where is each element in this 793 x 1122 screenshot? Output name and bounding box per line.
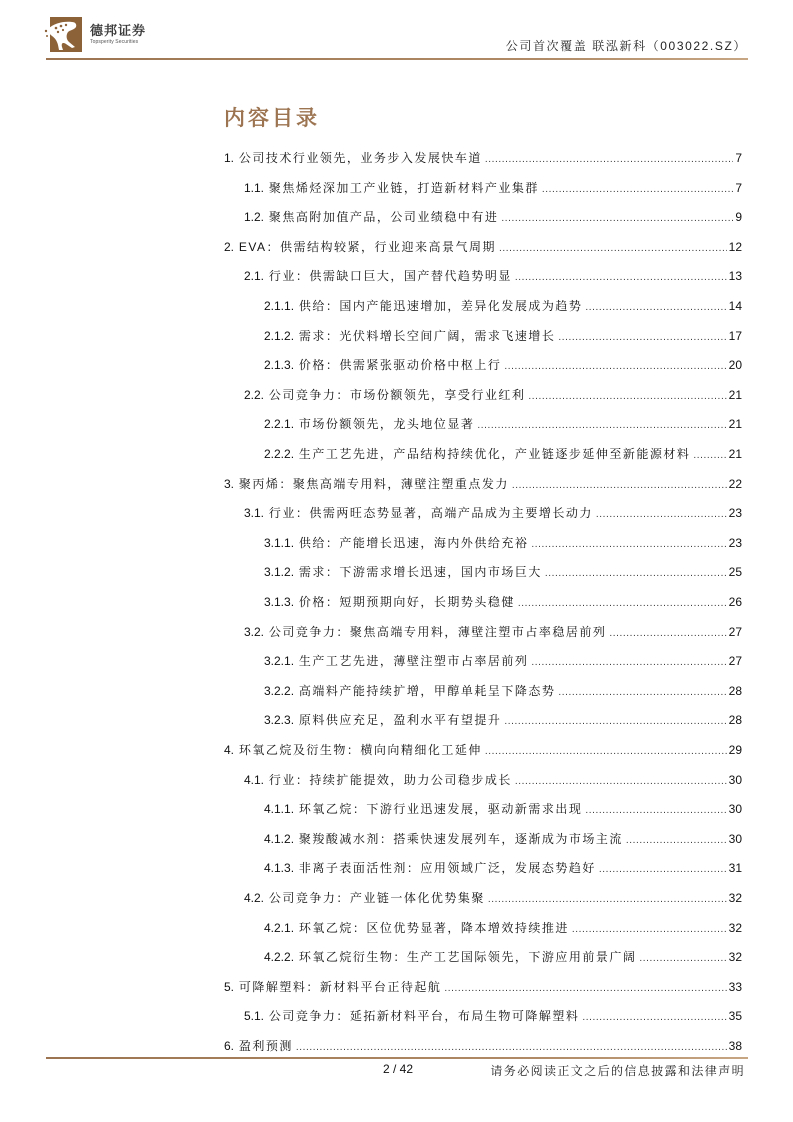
toc-entry-text: 需求：下游需求增长迅速，国内市场巨大 bbox=[298, 565, 542, 580]
dot-leader bbox=[504, 712, 726, 732]
toc-entry-page: 38 bbox=[728, 1039, 742, 1053]
toc-entry-text: 公司竞争力：市场份额领先，享受行业红利 bbox=[268, 387, 526, 402]
toc-entry-page: 12 bbox=[728, 239, 742, 254]
toc-entry-text: 公司技术行业领先，业务步入发展快车道 bbox=[238, 151, 482, 165]
toc-entry[interactable] bbox=[244, 385, 742, 405]
toc-entry-text: 价格：供需紧张驱动价格中枢上行 bbox=[298, 358, 502, 373]
toc-entry-label bbox=[264, 799, 582, 819]
dot-leader bbox=[488, 890, 727, 910]
toc-entry-number: 4.2. bbox=[244, 891, 265, 905]
toc-entry-text: 供给：产能增长迅速，海内外供给充裕 bbox=[298, 535, 529, 550]
dot-leader bbox=[515, 772, 727, 792]
toc-entry-number: 4. bbox=[224, 743, 235, 757]
toc-entry-text: 环氧乙烷：下游行业迅速发展，驱动新需求出现 bbox=[298, 802, 583, 817]
toc-entry-text: 公司竞争力：聚焦高端专用料，薄壁注塑市占率稳居前列 bbox=[268, 624, 607, 639]
toc-entry-label bbox=[224, 977, 441, 997]
dot-leader bbox=[558, 683, 726, 703]
toc-entry-label bbox=[244, 207, 498, 227]
toc-entry[interactable] bbox=[224, 740, 742, 760]
toc-entry-number: 2.2.2. bbox=[264, 447, 295, 461]
toc-entry-label bbox=[244, 770, 512, 790]
toc-entry-text: 公司竞争力：产业链一体化优势集聚 bbox=[268, 891, 485, 905]
toc-entry[interactable] bbox=[264, 296, 742, 316]
toc-entry-number: 5.1. bbox=[244, 1009, 265, 1024]
toc-entry-number: 1.2. bbox=[244, 210, 265, 225]
dot-leader bbox=[599, 860, 727, 880]
toc-entry[interactable] bbox=[224, 977, 742, 997]
toc-entry-number: 2. bbox=[224, 239, 235, 254]
toc-entry-number: 2.2. bbox=[244, 387, 265, 402]
header-divider bbox=[46, 58, 748, 60]
dot-leader bbox=[444, 979, 726, 999]
toc-entry-label bbox=[224, 1036, 293, 1056]
toc-entry[interactable] bbox=[264, 326, 742, 346]
dot-leader bbox=[582, 1008, 726, 1028]
toc-entry-text: 可降解塑料：新材料平台正待起航 bbox=[238, 979, 442, 994]
toc-entry-label bbox=[264, 858, 596, 878]
dot-leader bbox=[485, 742, 727, 762]
toc-entry-number: 4.2.2. bbox=[264, 950, 295, 965]
toc-entry-page: 30 bbox=[728, 831, 742, 846]
toc-entry-page: 28 bbox=[728, 683, 742, 698]
toc-entry[interactable] bbox=[244, 503, 742, 523]
toc-entry[interactable] bbox=[264, 710, 742, 730]
toc-entry[interactable] bbox=[224, 148, 742, 168]
footer-divider bbox=[46, 1057, 748, 1059]
legal-disclaimer: 请务必阅读正文之后的信息披露和法律声明 bbox=[490, 1064, 745, 1078]
toc-entry[interactable] bbox=[264, 829, 742, 849]
toc-entry[interactable] bbox=[244, 266, 742, 286]
toc-entry[interactable] bbox=[224, 1036, 742, 1056]
toc-entry-number: 4.1.3. bbox=[264, 861, 295, 876]
toc-entry-page: 32 bbox=[728, 891, 742, 905]
dot-leader bbox=[515, 268, 727, 288]
dot-leader bbox=[558, 328, 726, 348]
dot-leader bbox=[545, 564, 727, 584]
toc-entry-number: 2.1. bbox=[244, 269, 265, 284]
toc-entry-text: 盈利预测 bbox=[238, 1039, 293, 1053]
toc-entry-page: 17 bbox=[728, 328, 742, 343]
toc-entry-number: 3.1. bbox=[244, 506, 265, 521]
toc-entry-page: 30 bbox=[728, 772, 742, 787]
dot-leader bbox=[639, 949, 726, 969]
toc-entry[interactable] bbox=[264, 562, 742, 582]
toc-entry-text: 生产工艺先进，薄壁注塑市占率居前列 bbox=[298, 654, 529, 669]
toc-entry-page: 21 bbox=[728, 447, 742, 461]
toc-entry[interactable] bbox=[264, 533, 742, 553]
toc-entry-number: 3.1.1. bbox=[264, 535, 295, 550]
toc-entry[interactable] bbox=[264, 651, 742, 671]
dot-leader bbox=[626, 831, 727, 851]
toc-entry-number: 3. bbox=[224, 476, 235, 491]
toc-entry-page: 27 bbox=[728, 624, 742, 639]
dot-leader bbox=[542, 180, 733, 200]
toc-entry-page: 23 bbox=[728, 506, 742, 521]
toc-entry-number: 2.1.2. bbox=[264, 328, 295, 343]
toc-entry-text: 聚焦高附加值产品，公司业绩稳中有进 bbox=[268, 210, 499, 225]
toc-entry-text: 环氧乙烷衍生物：生产工艺国际领先，下游应用前景广阔 bbox=[298, 950, 637, 965]
dot-leader bbox=[531, 535, 726, 555]
toc-entry-label bbox=[224, 740, 482, 760]
toc-entry-page: 21 bbox=[728, 387, 742, 402]
toc-entry-text: 行业：供需两旺态势显著，高端产品成为主要增长动力 bbox=[268, 506, 593, 521]
toc-entry-number: 1.1. bbox=[244, 180, 265, 195]
toc-title: 内容目录 bbox=[224, 105, 320, 130]
toc-entry-text: 供给：国内产能迅速增加，差异化发展成为趋势 bbox=[298, 299, 583, 313]
toc-entry-page: 9 bbox=[735, 210, 742, 225]
toc-entry-page: 7 bbox=[735, 180, 742, 195]
toc-entry-page: 29 bbox=[728, 743, 742, 757]
brand-name-en: Topsperity Securities bbox=[90, 39, 139, 45]
toc-entry-page: 35 bbox=[728, 1009, 742, 1024]
toc-entry-text: 行业：供需缺口巨大，国产替代趋势明显 bbox=[268, 269, 512, 284]
toc-entry[interactable] bbox=[264, 592, 742, 612]
toc-entry-page: 14 bbox=[728, 299, 742, 313]
toc-entry[interactable] bbox=[244, 622, 742, 642]
toc-entry[interactable] bbox=[264, 799, 742, 819]
toc-entry-label bbox=[244, 178, 539, 198]
toc-entry[interactable] bbox=[264, 444, 742, 464]
toc-entry-page: 13 bbox=[728, 269, 742, 284]
dot-leader bbox=[477, 416, 726, 436]
dot-leader bbox=[504, 357, 726, 377]
toc-entry-number: 3.2.2. bbox=[264, 683, 295, 698]
dot-leader bbox=[518, 594, 727, 614]
dot-leader bbox=[512, 476, 727, 496]
toc-entry-label bbox=[244, 888, 485, 908]
toc-entry-text: 价格：短期预期向好，长期势头稳健 bbox=[298, 595, 515, 609]
toc-entry[interactable] bbox=[244, 207, 742, 227]
toc-entry-label bbox=[264, 592, 515, 612]
toc-entry-number: 4.1.2. bbox=[264, 831, 295, 846]
toc-entry-number: 5. bbox=[224, 979, 235, 994]
dot-leader bbox=[596, 505, 727, 525]
toc-entry-number: 2.1.3. bbox=[264, 358, 295, 373]
toc-entry-label bbox=[244, 385, 525, 405]
toc-entry-number: 6. bbox=[224, 1039, 235, 1053]
toc-entry-label bbox=[244, 622, 606, 642]
dot-leader bbox=[499, 239, 727, 259]
toc-entry-label bbox=[264, 414, 474, 434]
brand-name-cn: 德邦证券 bbox=[90, 23, 147, 38]
toc-entry-label bbox=[224, 148, 482, 168]
toc-entry-page: 7 bbox=[735, 151, 742, 165]
toc-entry-page: 32 bbox=[728, 920, 742, 935]
toc-entry-number: 4.1. bbox=[244, 772, 265, 787]
toc-entry-label bbox=[244, 503, 593, 523]
toc-entry-label bbox=[264, 710, 501, 730]
toc-entry[interactable] bbox=[224, 237, 742, 257]
leopard-logo-icon bbox=[44, 17, 82, 52]
toc-entry-page: 26 bbox=[728, 595, 742, 609]
toc-entry-label bbox=[264, 296, 582, 316]
toc-entry-text: 环氧乙烷：区位优势显著，降本增效持续推进 bbox=[298, 920, 569, 935]
toc-entry-label bbox=[264, 444, 690, 464]
dot-leader bbox=[531, 653, 726, 673]
toc-entry-number: 2.2.1. bbox=[264, 417, 295, 432]
toc-entry-text: 聚焦烯烃深加工产业链，打造新材料产业集群 bbox=[268, 180, 539, 195]
page-indicator: 2 / 42 bbox=[383, 1062, 414, 1076]
toc-entry-number: 3.2.3. bbox=[264, 713, 295, 728]
toc-entry-text: 高端料产能持续扩增，甲醇单耗呈下降态势 bbox=[298, 683, 556, 698]
toc-entry-number: 4.2.1. bbox=[264, 920, 295, 935]
toc-entry[interactable] bbox=[264, 918, 742, 938]
toc-entry[interactable] bbox=[264, 414, 742, 434]
toc-entry-label bbox=[244, 1006, 579, 1026]
toc-entry-number: 3.1.3. bbox=[264, 595, 295, 609]
toc-entry-text: 聚羧酸减水剂：搭乘快速发展列车，逐渐成为市场主流 bbox=[298, 831, 623, 846]
toc-entry-number: 1. bbox=[224, 151, 235, 165]
toc-entry-page: 28 bbox=[728, 713, 742, 728]
toc-entry-text: 市场份额领先，龙头地位显著 bbox=[298, 417, 475, 432]
toc-entry-text: 环氧乙烷及衍生物：横向向精细化工延伸 bbox=[238, 743, 482, 757]
toc-entry[interactable] bbox=[224, 474, 742, 494]
toc-entry[interactable] bbox=[264, 858, 742, 878]
dot-leader bbox=[693, 446, 726, 466]
brand-name bbox=[90, 24, 146, 46]
toc-entry-text: 原料供应充足，盈利水平有望提升 bbox=[298, 713, 502, 728]
dot-leader bbox=[528, 387, 726, 407]
dot-leader bbox=[501, 209, 733, 229]
toc-entry[interactable] bbox=[264, 681, 742, 701]
toc-entry-number: 3.2.1. bbox=[264, 654, 295, 669]
toc-entry[interactable] bbox=[264, 355, 742, 375]
toc-entry-number: 4.1.1. bbox=[264, 802, 295, 817]
toc-entry-page: 22 bbox=[728, 476, 742, 491]
toc-entry-text: EVA：供需结构较紧，行业迎来高景气周期 bbox=[238, 239, 496, 254]
dot-leader bbox=[585, 298, 726, 318]
toc-entry-text: 聚丙烯：聚焦高端专用料，薄壁注塑重点发力 bbox=[238, 476, 509, 491]
toc-entry-page: 21 bbox=[728, 417, 742, 432]
toc-entry-label bbox=[264, 533, 528, 553]
page-header bbox=[0, 0, 793, 62]
toc-entry-page: 32 bbox=[728, 950, 742, 965]
toc-entry-page: 20 bbox=[728, 358, 742, 373]
toc-entry-label bbox=[224, 474, 509, 494]
toc-entry-text: 公司竞争力：延拓新材料平台，布局生物可降解塑料 bbox=[268, 1009, 580, 1024]
report-info: 公司首次覆盖 联泓新科（003022.SZ） bbox=[505, 39, 747, 53]
toc-entry[interactable] bbox=[244, 178, 742, 198]
dot-leader bbox=[609, 624, 726, 644]
toc-entry-page: 30 bbox=[728, 802, 742, 817]
dot-leader bbox=[585, 801, 726, 821]
toc-entry-number: 3.2. bbox=[244, 624, 265, 639]
toc-entry-page: 23 bbox=[728, 535, 742, 550]
toc-entry[interactable] bbox=[264, 947, 742, 967]
toc-entry-label bbox=[264, 918, 569, 938]
toc-entry-label bbox=[264, 355, 501, 375]
toc-entry[interactable] bbox=[244, 1006, 742, 1026]
toc-entry-text: 非离子表面活性剂：应用领域广泛，发展态势趋好 bbox=[298, 861, 596, 876]
toc-entry-label bbox=[264, 681, 555, 701]
toc-entry-page: 31 bbox=[728, 861, 742, 876]
toc-entry-page: 25 bbox=[728, 565, 742, 580]
toc-entry-label bbox=[264, 326, 555, 346]
dot-leader bbox=[572, 920, 727, 940]
toc-entry[interactable] bbox=[244, 770, 742, 790]
dot-leader bbox=[485, 150, 733, 170]
toc-entry-label bbox=[224, 237, 496, 257]
dot-leader bbox=[296, 1038, 727, 1058]
toc-entry-number: 2.1.1. bbox=[264, 299, 295, 313]
toc-entry-label bbox=[264, 562, 542, 582]
toc-entry-label bbox=[264, 947, 636, 967]
toc-entry-page: 33 bbox=[728, 979, 742, 994]
toc-entry-label bbox=[264, 651, 528, 671]
toc-entry-label bbox=[264, 829, 623, 849]
toc-entry-page: 27 bbox=[728, 654, 742, 669]
toc-entry[interactable] bbox=[244, 888, 742, 908]
toc-entry-text: 行业：持续扩能提效，助力公司稳步成长 bbox=[268, 772, 512, 787]
toc-entry-text: 需求：光伏料增长空间广阔，需求飞速增长 bbox=[298, 328, 556, 343]
toc-entry-label bbox=[244, 266, 512, 286]
toc-entry-text: 生产工艺先进，产品结构持续优化，产业链逐步延伸至新能源材料 bbox=[298, 447, 691, 461]
toc-entry-number: 3.1.2. bbox=[264, 565, 295, 580]
